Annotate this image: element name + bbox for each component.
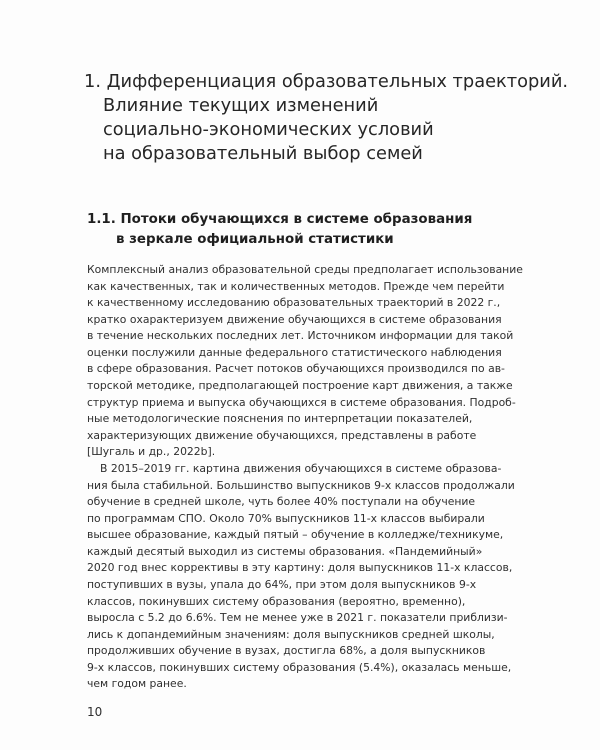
paragraph-line: поступивших в вузы, упала до 64%, при этом доля выпускников 9-х	[87, 577, 477, 591]
chapter-title-line: на образовательный выбор семей	[103, 143, 423, 164]
paragraph-line: обучение в средней школе, чуть более 40% поступали на обучение	[87, 495, 476, 509]
paragraph-line: ные методологические пояснения по интерпретации показателей,	[87, 412, 473, 426]
section-title-line: 1.1. Потоки обучающихся в системе образования	[87, 212, 473, 227]
paragraph-line: высшее образование, каждый пятый – обучение в колледже/техникуме,	[87, 528, 504, 542]
paragraph-line: в течение нескольких последних лет. Источником информации для такой	[87, 329, 514, 343]
section-title-line: в зеркале официальной статистики	[116, 232, 394, 247]
paragraph-line: кратко охарактеризуем движение обучающихся в системе образования	[87, 312, 502, 326]
paragraph-line: к качественному исследованию образовательных траекторий в 2022 г.,	[87, 296, 501, 310]
paragraph-line: классов, покинувших систему образования (вероятно, временно),	[87, 594, 466, 608]
paragraph-line: торской методике, предполагающей построение карт движения, а также	[87, 379, 513, 393]
paragraph-line: как качественных, так и количественных методов. Прежде чем перейти	[87, 279, 505, 293]
chapter-title-line: 1. Дифференциация образовательных траекторий.	[84, 71, 569, 92]
paragraph-line: ния была стабильной. Большинство выпускников 9-х классов продолжали	[87, 478, 515, 492]
section-title	[87, 210, 527, 250]
paragraph-line: оценки послужили данные федерального статистического наблюдения	[87, 345, 502, 359]
chapter-title-line: Влияние текущих изменений	[103, 95, 379, 116]
paragraph-line: Комплексный анализ образовательной среды предполагает использование	[87, 263, 523, 276]
page-number: 10	[87, 705, 103, 719]
paragraph-line: продолживших обучение в вузах, достигла 68%, а доля выпускников	[87, 644, 486, 658]
paragraph-line: характеризующих движение обучающихся, представлены в работе	[87, 428, 477, 442]
paragraph-line: лись к допандемийным значениям: доля выпускников средней школы,	[87, 627, 495, 641]
paragraph-line: В 2015–2019 гг. картина движения обучающихся в системе образова-	[100, 461, 502, 475]
chapter-title-line: социально-экономических условий	[103, 119, 434, 140]
paragraph-line: каждый десятый выходил из системы образования. «Пандемийный»	[87, 544, 483, 558]
paragraph-line: [Шугаль и др., 2022b].	[87, 445, 216, 459]
paragraph-line: структур приема и выпуска обучающихся в системе образования. Подроб-	[87, 395, 516, 409]
paragraph-line: чем годом ранее.	[87, 677, 187, 691]
paragraph-line: по программам СПО. Около 70% выпускников 11-х классов выбирали	[87, 511, 485, 525]
paragraph-line: в сфере образования. Расчет потоков обучающихся производился по ав-	[87, 362, 505, 376]
paragraph-line: 2020 год внес коррективы в эту картину: доля выпускников 11-х классов,	[87, 561, 513, 575]
body-text	[87, 262, 557, 693]
paragraph-line: выросла с 5.2 до 6.6%. Тем не менее уже в 2021 г. показатели приблизи-	[87, 611, 508, 625]
chapter-title	[84, 70, 569, 166]
paragraph-line: 9-х классов, покинувших систему образования (5.4%), оказалась меньше,	[87, 660, 512, 674]
